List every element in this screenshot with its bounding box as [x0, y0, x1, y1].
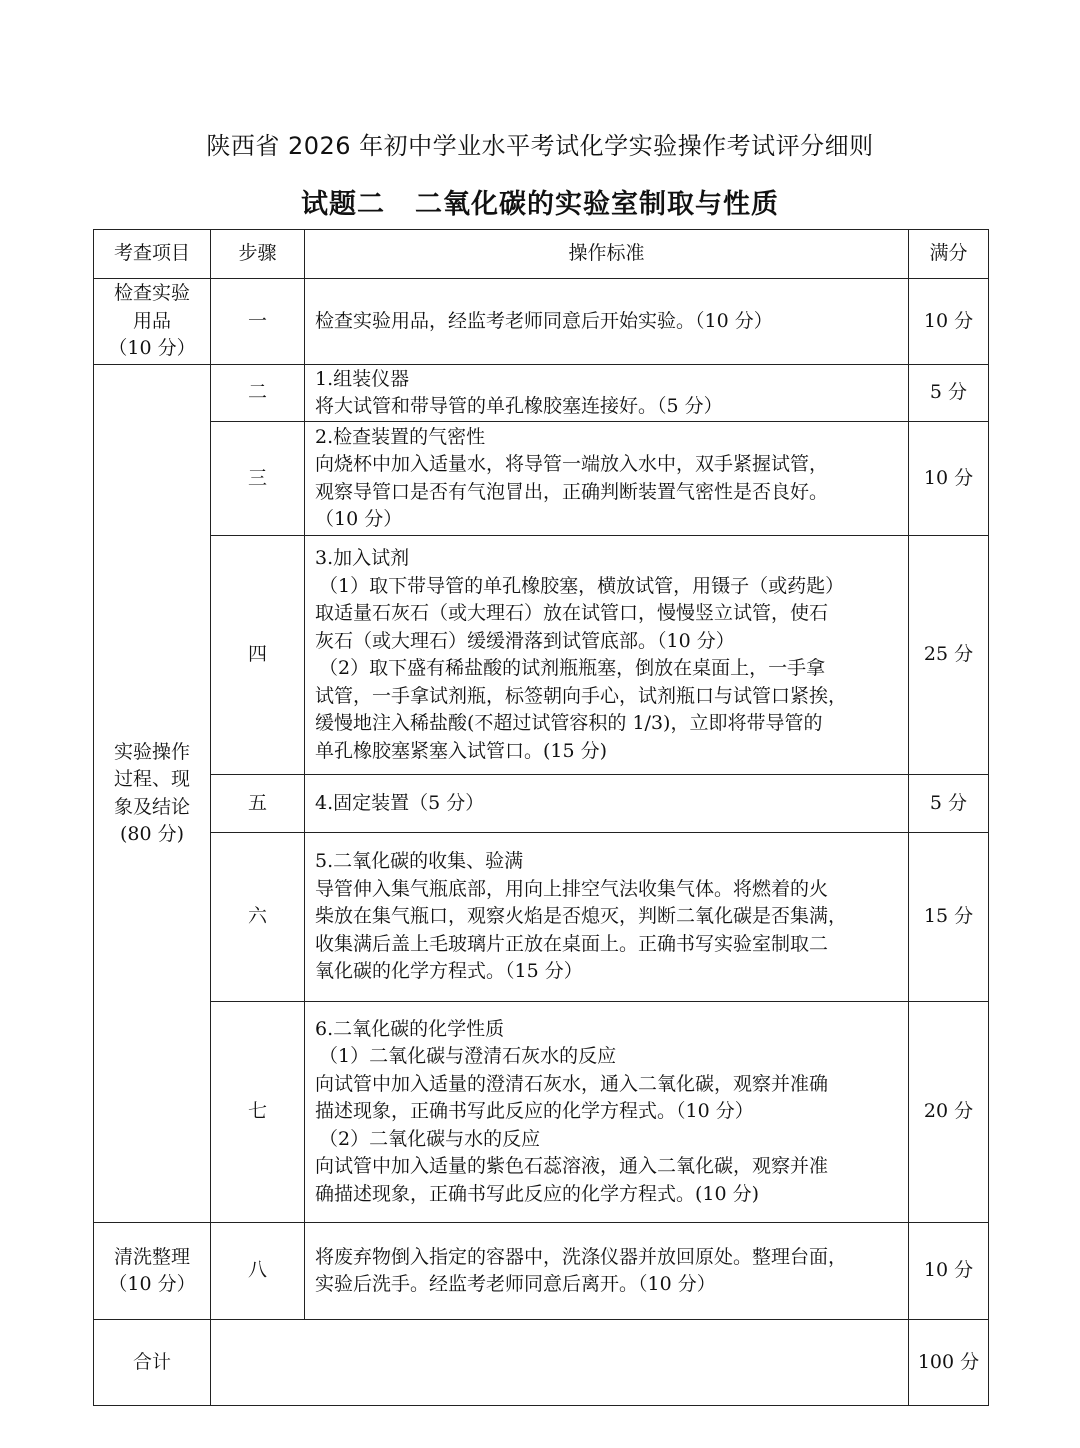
step-cell: 二 [211, 365, 305, 422]
step-cell: 七 [211, 1002, 305, 1223]
document-subtitle [0, 182, 1080, 221]
category-cleanup: 清洗整理 （10 分） [94, 1223, 211, 1320]
score-cell: 15 分 [909, 833, 989, 1002]
score-cell: 5 分 [909, 365, 989, 422]
standard-cell: 4.固定装置（5 分） [305, 775, 909, 833]
step-cell: 六 [211, 833, 305, 1002]
score-cell: 20 分 [909, 1002, 989, 1223]
table-row [94, 775, 989, 833]
table-row [94, 279, 989, 365]
table-row [94, 422, 989, 536]
standard-cell: 检查实验用品，经监考老师同意后开始实验。（10 分） [305, 279, 909, 365]
step-cell: 一 [211, 279, 305, 365]
score-cell: 25 分 [909, 536, 989, 775]
standard-cell: 6.二氧化碳的化学性质 （1）二氧化碳与澄清石灰水的反应 向试管中加入适量的澄清石灰水，通入二氧化碳，观察并准确 描述现象，正确书写此反应的化学方程式。（10 分） （2）二氧化碳与水的反应 向试管中加入适量的紫色石蕊溶液，通入二氧化碳，观察并准 确描述现象，正确书写此反应的化学方程式。(10 分) [305, 1002, 909, 1223]
header-score: 满分 [909, 230, 989, 279]
total-score: 100 分 [909, 1320, 989, 1406]
score-cell: 5 分 [909, 775, 989, 833]
score-cell: 10 分 [909, 1223, 989, 1320]
total-row [94, 1320, 989, 1406]
total-label: 合计 [94, 1320, 211, 1406]
step-cell: 四 [211, 536, 305, 775]
table-header-row [94, 230, 989, 279]
score-cell: 10 分 [909, 422, 989, 536]
table-row [94, 1002, 989, 1223]
scoring-table [93, 229, 989, 1406]
table-row [94, 1223, 989, 1320]
header-category: 考查项目 [94, 230, 211, 279]
table-row [94, 833, 989, 1002]
table-row [94, 365, 989, 422]
subtitle-topic: 二氧化碳的实验室制取与性质 [415, 189, 779, 220]
step-cell: 五 [211, 775, 305, 833]
header-step: 步骤 [211, 230, 305, 279]
standard-cell: 3.加入试剂 （1）取下带导管的单孔橡胶塞，横放试管，用镊子（或药匙） 取适量石灰石（或大理石）放在试管口，慢慢竖立试管，使石 灰石（或大理石）缓缓滑落到试管底部。（10 分） （2）取下盛有稀盐酸的试剂瓶瓶塞，倒放在桌面上，一手拿 试管，一手拿试剂瓶，标签朝向手心，试剂瓶口与试管口紧挨， 缓慢地注入稀盐酸(不超过试管容积的 1/3)，立即将带导管的 单孔橡胶塞紧塞入试管口。(15 分) [305, 536, 909, 775]
standard-cell: 2.检查装置的气密性 向烧杯中加入适量水，将导管一端放入水中，双手紧握试管， 观察导管口是否有气泡冒出，正确判断装置气密性是否良好。 （10 分） [305, 422, 909, 536]
category-operation: 实验操作 过程、现 象及结论 (80 分) [94, 365, 211, 1223]
document-title: 陕西省 2026 年初中学业水平考试化学实验操作考试评分细则 [206, 132, 874, 160]
subtitle-question-number: 试题二 [301, 189, 385, 220]
total-empty-cell [211, 1320, 909, 1406]
category-check: 检查实验 用品 （10 分） [94, 279, 211, 365]
step-cell: 八 [211, 1223, 305, 1320]
step-cell: 三 [211, 422, 305, 536]
standard-cell: 1.组装仪器 将大试管和带导管的单孔橡胶塞连接好。（5 分） [305, 365, 909, 422]
score-cell: 10 分 [909, 279, 989, 365]
table-row [94, 536, 989, 775]
header-standard: 操作标准 [305, 230, 909, 279]
standard-cell: 将废弃物倒入指定的容器中，洗涤仪器并放回原处。整理台面， 实验后洗手。经监考老师同意后离开。（10 分） [305, 1223, 909, 1320]
standard-cell: 5.二氧化碳的收集、验满 导管伸入集气瓶底部，用向上排空气法收集气体。将燃着的火 柴放在集气瓶口，观察火焰是否熄灭，判断二氧化碳是否集满， 收集满后盖上毛玻璃片正放在桌面上。正确书写实验室制取二 氧化碳的化学方程式。（15 分） [305, 833, 909, 1002]
